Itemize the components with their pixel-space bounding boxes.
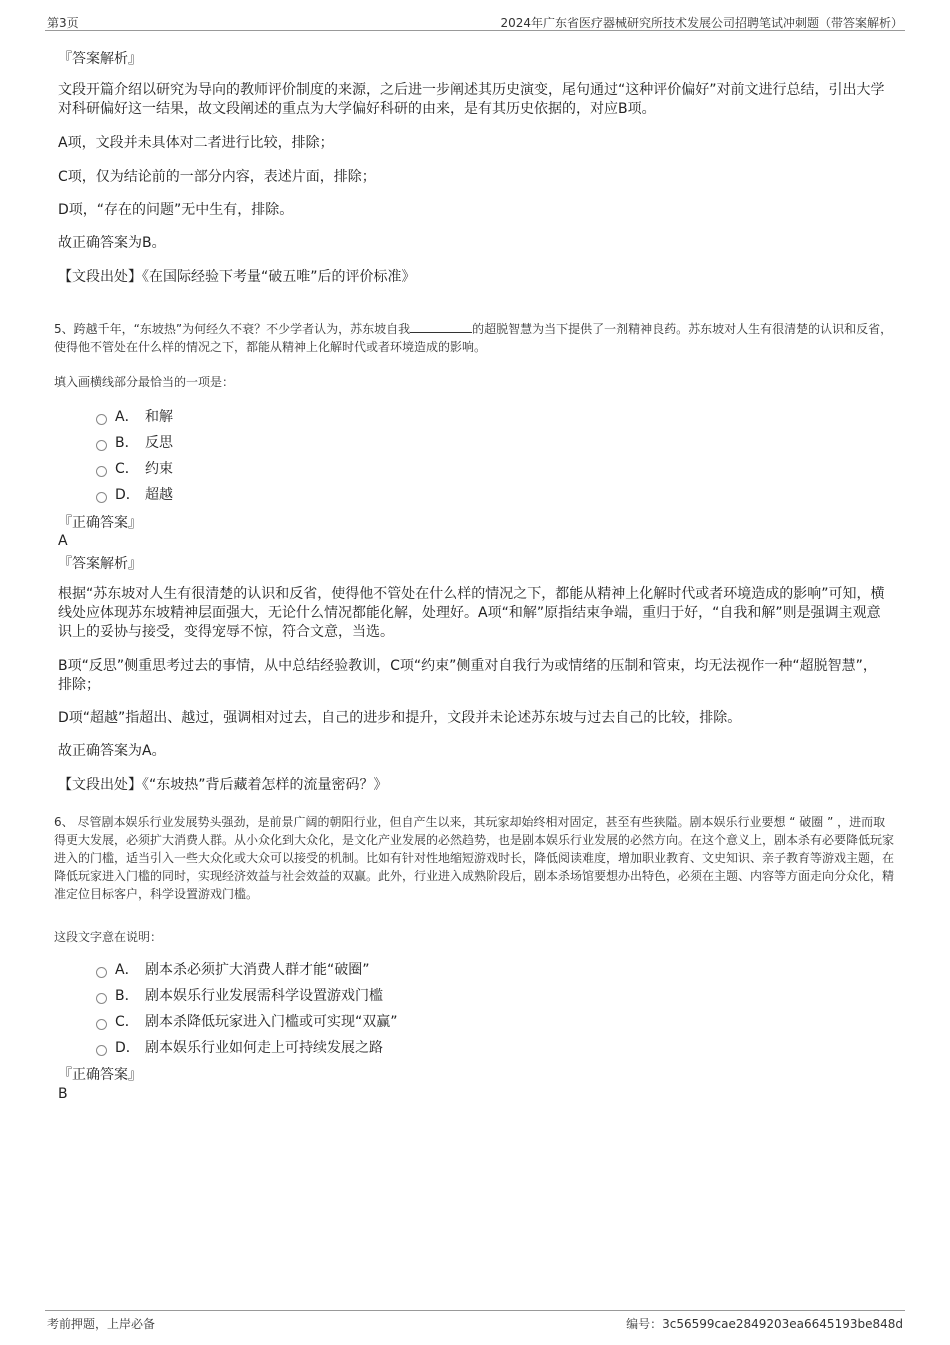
question-5-stem	[54, 320, 894, 356]
document-title: 2024年广东省医疗器械研究所技术发展公司招聘笔试冲刺题（带答案解析）	[500, 16, 903, 30]
option-c[interactable]	[96, 459, 173, 479]
option-text: 约束	[145, 461, 173, 477]
option-text: 剧本杀降低玩家进入门槛或可实现“双赢”	[145, 1014, 398, 1030]
question-5-prompt: 填入画横线部分最恰当的一项是：	[54, 375, 235, 389]
q5-analysis-label: 『答案解析』	[58, 556, 142, 572]
page-number: 第3页	[47, 16, 79, 30]
prev-analysis-label: 『答案解析』	[58, 51, 142, 67]
option-key: C．	[115, 1014, 139, 1030]
radio-icon[interactable]	[96, 1045, 107, 1056]
radio-icon[interactable]	[96, 414, 107, 425]
radio-icon[interactable]	[96, 993, 107, 1004]
option-key: C．	[115, 461, 139, 477]
radio-icon[interactable]	[96, 466, 107, 477]
q5-conclusion: 故正确答案为A。	[58, 743, 166, 759]
prev-point-a: A项，文段并未具体对二者进行比较，排除；	[58, 135, 334, 151]
option-d[interactable]	[96, 485, 173, 505]
q5-answer-label: 『正确答案』	[58, 515, 142, 531]
q5-point-b: B项“反思”侧重思考过去的事情，从中总结经验教训，C项“约束”侧重对自我行为或情绪的压制和管束，均无法视作一种“超脱智慧”，排除；	[58, 658, 877, 693]
option-text: 剧本娱乐行业发展需科学设置游戏门槛	[145, 988, 383, 1004]
footer-slogan: 考前押题，上岸必备	[47, 1317, 156, 1331]
option-b[interactable]	[96, 986, 383, 1006]
question-5-text-after: 的超脱智慧为当下提供了一剂精神良药。苏东坡对人生有很清楚的认识和反省，使得他不管处在什么样的情况之下，都能从精神上化解时代或者环境造成的影响。	[54, 322, 893, 354]
option-key: A．	[115, 962, 139, 978]
radio-icon[interactable]	[96, 440, 107, 451]
prev-point-c: C项，仅为结论前的一部分内容，表述片面，排除；	[58, 169, 376, 185]
option-d[interactable]	[96, 1038, 383, 1058]
option-a[interactable]	[96, 407, 173, 427]
footer-serial: 编号：3c56599cae2849203ea6645193be848d	[626, 1317, 903, 1331]
page-footer	[45, 1310, 905, 1333]
q6-answer: B	[58, 1086, 68, 1102]
prev-source: 【文段出处】《在国际经验下考量“破五唯”后的评价标准》	[58, 269, 416, 285]
option-key: B．	[115, 988, 139, 1004]
option-key: D．	[115, 1040, 140, 1056]
q5-analysis-text: 根据“苏东坡对人生有很清楚的认识和反省，使得他不管处在什么样的情况之下，都能从精神上化解时代或者环境造成的影响”可知，横线处应体现苏东坡精神层面强大，无论什么情况都能化解，处理好。A项“和解”原指结束争端，重归于好，“自我和解”则是强调主观意识上的妥协与接受，变得宠辱不惊，符合文意，当选。	[58, 586, 885, 640]
option-b[interactable]	[96, 433, 173, 453]
option-text: 剧本杀必须扩大消费人群才能“破圈”	[145, 962, 370, 978]
q5-source: 【文段出处】《“东坡热”背后藏着怎样的流量密码？》	[58, 777, 388, 793]
q6-answer-label: 『正确答案』	[58, 1067, 142, 1083]
option-key: B．	[115, 435, 139, 451]
option-c[interactable]	[96, 1012, 398, 1032]
option-key: A．	[115, 409, 139, 425]
q5-answer: A	[58, 533, 68, 549]
answer-blank	[410, 320, 472, 333]
option-text: 和解	[145, 409, 173, 425]
option-text: 超越	[145, 487, 173, 503]
radio-icon[interactable]	[96, 1019, 107, 1030]
q5-point-d: D项“超越”指超出、越过，强调相对过去，自己的进步和提升，文段并未论述苏东坡与过去自己的比较，排除。	[58, 710, 742, 726]
option-text: 剧本娱乐行业如何走上可持续发展之路	[145, 1040, 383, 1056]
radio-icon[interactable]	[96, 492, 107, 503]
option-text: 反思	[145, 435, 173, 451]
option-a[interactable]	[96, 960, 370, 980]
question-6-prompt: 这段文字意在说明：	[54, 930, 163, 944]
option-key: D．	[115, 487, 140, 503]
prev-analysis-text: 文段开篇介绍以研究为导向的教师评价制度的来源，之后进一步阐述其历史演变，尾句通过“这种评价偏好”对前文进行总结，引出大学对科研偏好这一结果，故文段阐述的重点为大学偏好科研的由来，是有其历史依据的，对应B项。	[58, 82, 885, 117]
question-5-text-before: 5、跨越千年，“东坡热”为何经久不衰？不少学者认为，苏东坡自我	[54, 322, 411, 336]
prev-point-d: D项，“存在的问题”无中生有，排除。	[58, 202, 294, 218]
prev-conclusion: 故正确答案为B。	[58, 235, 166, 251]
radio-icon[interactable]	[96, 967, 107, 978]
page-header	[45, 12, 905, 31]
question-6-stem: 6、 尽管剧本娱乐行业发展势头强劲，是前景广阔的朝阳行业，但自产生以来，其玩家却始终相对固定，甚至有些狭隘。剧本娱乐行业要想 “ 破圈 ” ，进而取得更大发展，必须扩大消费人群。从小众化到大众化，是文化产业发展的必然趋势，也是剧本娱乐行业发展的必然方向。在这个意义上，剧本杀有必要降低玩家进入的门槛，适当引入一些大众化或大众可以接受的机制。比如有针对性地缩短游戏时长，降低阅读难度，增加职业教育、文史知识、亲子教育等游戏主题，在降低玩家进入门槛的同时，实现经济效益与社会效益的双赢。此外，行业进入成熟阶段后，剧本杀场馆要想办出特色，必须在主题、内容等方面走向分众化，精准定位目标客户，科学设置游戏门槛。	[54, 815, 895, 901]
